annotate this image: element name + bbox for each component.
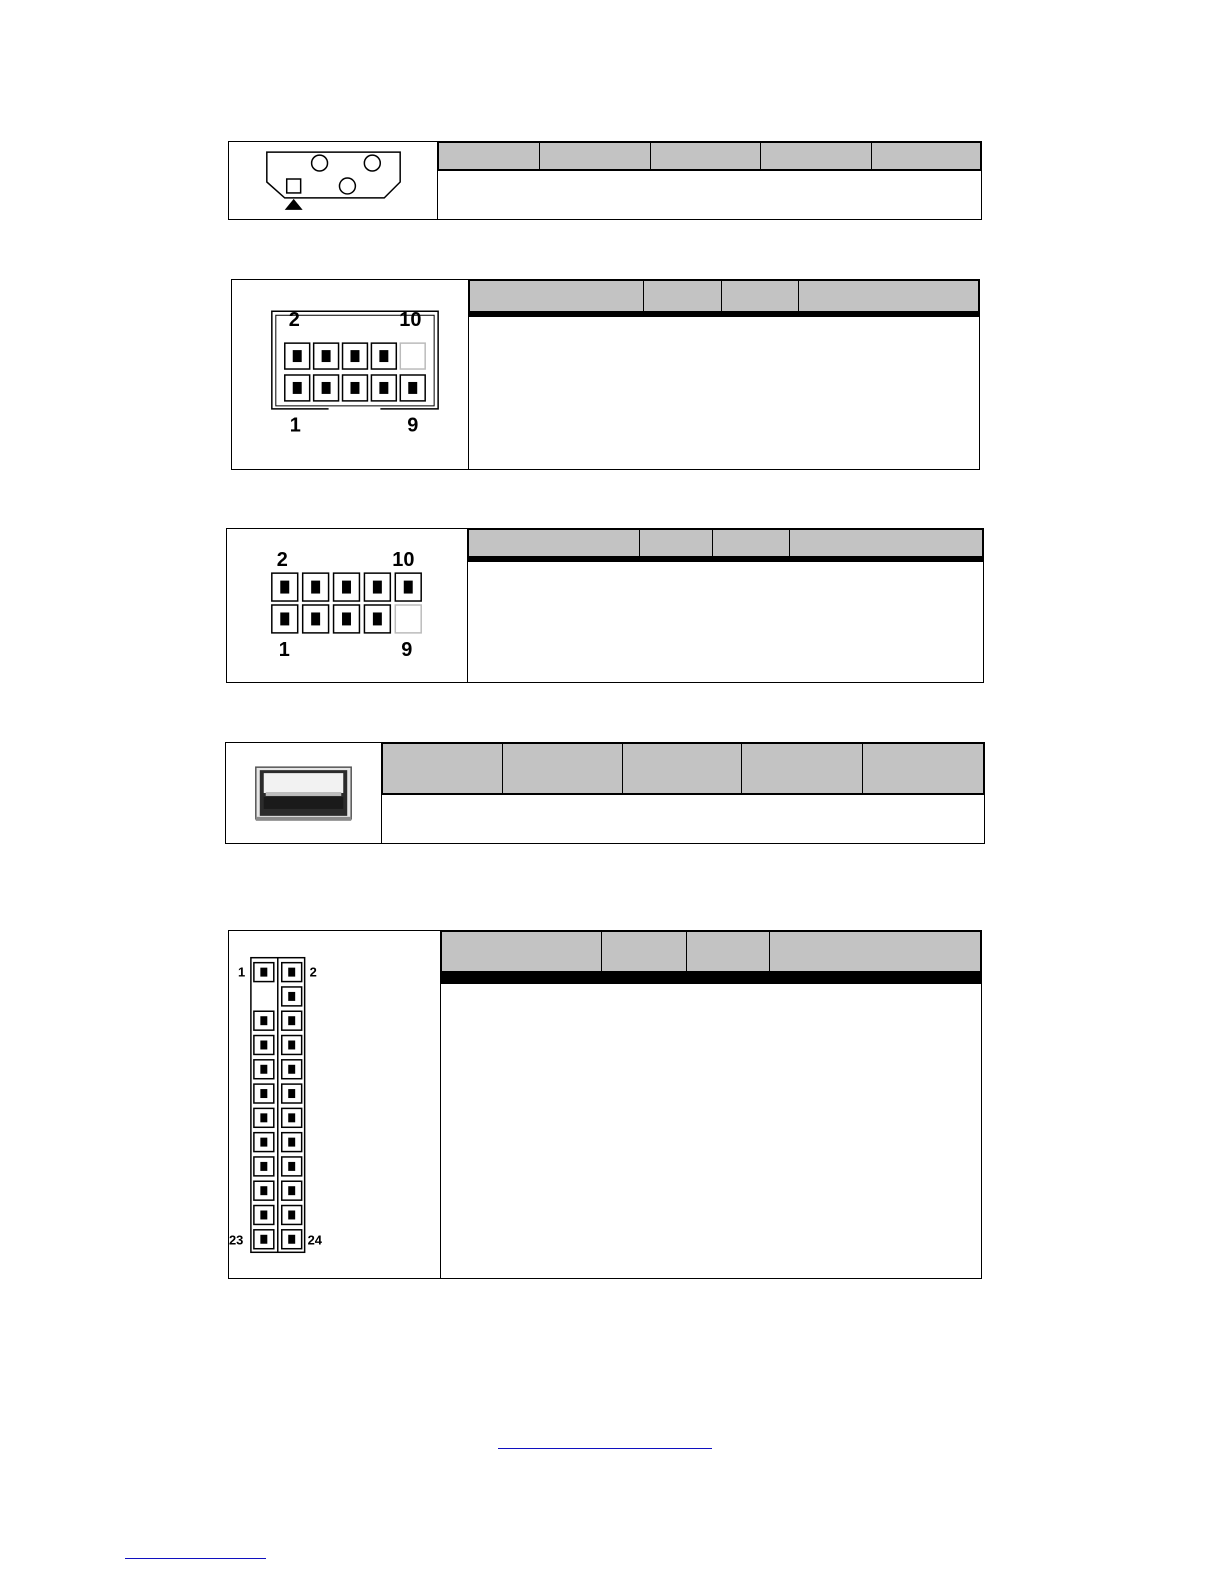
pin-square-contact	[288, 1089, 295, 1098]
pin-square-contact	[288, 1113, 295, 1122]
pin-square	[395, 605, 421, 633]
table-cell	[761, 170, 872, 171]
pin-label-10: 10	[399, 309, 422, 332]
table-row	[469, 561, 983, 562]
table-cell	[872, 170, 981, 171]
table-header-row	[383, 744, 984, 794]
header-cell	[439, 143, 540, 170]
pin-square-contact	[260, 968, 267, 977]
pin-square-contact	[260, 1041, 267, 1050]
table-cell	[539, 170, 650, 171]
pin-square-contact	[322, 382, 331, 394]
pin-label-9: 9	[401, 638, 413, 661]
header-cell	[650, 143, 761, 170]
pin-square-contact	[280, 581, 289, 594]
pin-square-contact	[408, 382, 417, 394]
header-cell	[383, 744, 503, 794]
pin-label-2: 2	[276, 549, 288, 572]
table-cell	[863, 794, 984, 795]
pin-label-23: 23	[229, 1232, 244, 1248]
pin-square-contact	[288, 1210, 295, 1219]
header-cell	[622, 744, 742, 794]
table-cell	[502, 794, 622, 795]
header-cell	[799, 281, 979, 312]
header-10pin-a-table	[469, 280, 979, 317]
pin-square-contact	[260, 1186, 267, 1195]
pin-square-contact	[379, 350, 388, 362]
pin-label-2: 2	[288, 309, 300, 332]
pin-square-contact	[293, 382, 302, 394]
pin-square-contact	[288, 1065, 295, 1074]
connector-block-power	[228, 141, 982, 220]
connector-block-usb	[225, 742, 985, 844]
table-cell	[799, 316, 979, 317]
pin-square-contact	[288, 1041, 295, 1050]
pin-number-cell	[721, 316, 799, 317]
pin-square-contact	[288, 968, 295, 977]
footer-link[interactable]	[498, 1448, 712, 1449]
pin-square-contact	[350, 350, 359, 362]
header-cell	[601, 932, 686, 972]
header-24pin-table	[441, 931, 981, 984]
pin-label-2: 2	[309, 964, 317, 980]
usb-pin-table	[382, 743, 984, 795]
pin-number-cell	[639, 561, 712, 562]
pin-square-contact	[288, 1162, 295, 1171]
pin-square-contact	[260, 1113, 267, 1122]
header-10pin-b-table	[468, 529, 983, 562]
header-cell	[686, 932, 770, 972]
header-cell	[742, 744, 863, 794]
table-row	[442, 983, 981, 984]
table-cell	[442, 983, 602, 984]
table-cell	[622, 794, 742, 795]
table-row	[470, 316, 979, 317]
power-connector-diagram	[229, 142, 438, 219]
pin-number-cell	[686, 983, 770, 984]
pin-square-contact	[404, 581, 413, 594]
pin-square-contact	[288, 1186, 295, 1195]
pin-square-contact	[260, 1162, 267, 1171]
pin-square-contact	[288, 992, 295, 1001]
table-row	[439, 170, 981, 171]
table-cell	[650, 170, 761, 171]
pin-square	[400, 343, 425, 369]
pin-header-10pin-a-icon	[232, 280, 468, 469]
header-cell	[470, 281, 644, 312]
header-cell	[721, 281, 799, 312]
pin-square-contact	[288, 1138, 295, 1147]
pin-header-24pin-icon	[229, 931, 440, 1278]
pin-label-1: 1	[278, 638, 290, 661]
header-cell	[442, 932, 602, 972]
power-pin-table	[438, 142, 981, 171]
power-connector-icon	[229, 142, 437, 219]
pin-square-contact	[280, 612, 289, 625]
table-cell	[470, 316, 644, 317]
table-cell	[790, 561, 983, 562]
table-header-row	[442, 932, 981, 972]
pin-number-cell	[712, 561, 790, 562]
usb-connector-diagram	[226, 743, 382, 843]
pin-square-contact	[260, 1138, 267, 1147]
header-cell	[712, 530, 790, 557]
row-label-cell	[439, 170, 540, 171]
pin-square-contact	[311, 581, 320, 594]
pin-square-contact	[260, 1089, 267, 1098]
pin-square-contact	[260, 1065, 267, 1074]
table-header-row	[469, 530, 983, 557]
pin-square-contact	[260, 1016, 267, 1025]
pin-square-contact	[350, 382, 359, 394]
pin-label-10: 10	[392, 549, 415, 572]
pin-square-contact	[288, 1016, 295, 1025]
pin-number-cell	[601, 983, 686, 984]
pin-square-contact	[311, 612, 320, 625]
connector-block-10pin-a	[231, 279, 980, 470]
header-cell	[790, 530, 983, 557]
pin-number-cell	[643, 316, 721, 317]
header-10pin-a-diagram	[232, 280, 469, 469]
header-cell	[502, 744, 622, 794]
pin-square-contact	[342, 581, 351, 594]
header-cell	[639, 530, 712, 557]
pin-square-contact	[379, 382, 388, 394]
header-cell	[643, 281, 721, 312]
header-cell	[539, 143, 650, 170]
pin-header-10pin-b-icon	[227, 529, 467, 682]
pin-square-contact	[373, 581, 382, 594]
pin-square-contact	[293, 350, 302, 362]
header-cell	[469, 530, 640, 557]
pin-square-contact	[373, 612, 382, 625]
pin-square-contact	[288, 1235, 295, 1244]
connector-block-24pin	[228, 930, 982, 1279]
pin-label-1: 1	[289, 414, 301, 437]
pin-square-contact	[260, 1235, 267, 1244]
table-cell	[742, 794, 863, 795]
row-label-cell	[383, 794, 503, 795]
pin-label-24: 24	[307, 1232, 323, 1248]
pin-square-contact	[260, 1210, 267, 1219]
pin-square-contact	[342, 612, 351, 625]
header-cell	[863, 744, 984, 794]
footnote-separator	[125, 1558, 266, 1559]
header-cell	[770, 932, 981, 972]
pin-label-1: 1	[237, 964, 246, 980]
header-10pin-b-diagram	[227, 529, 468, 682]
header-cell	[872, 143, 981, 170]
pin-label-9: 9	[407, 414, 419, 437]
header-24pin-diagram	[229, 931, 441, 1278]
table-header-row	[439, 143, 981, 170]
table-cell	[469, 561, 640, 562]
table-header-row	[470, 281, 979, 312]
pin-square-contact	[322, 350, 331, 362]
table-row	[383, 794, 984, 795]
usb-port-icon	[226, 743, 381, 843]
table-cell	[770, 983, 981, 984]
header-cell	[761, 143, 872, 170]
connector-block-10pin-b	[226, 528, 984, 683]
